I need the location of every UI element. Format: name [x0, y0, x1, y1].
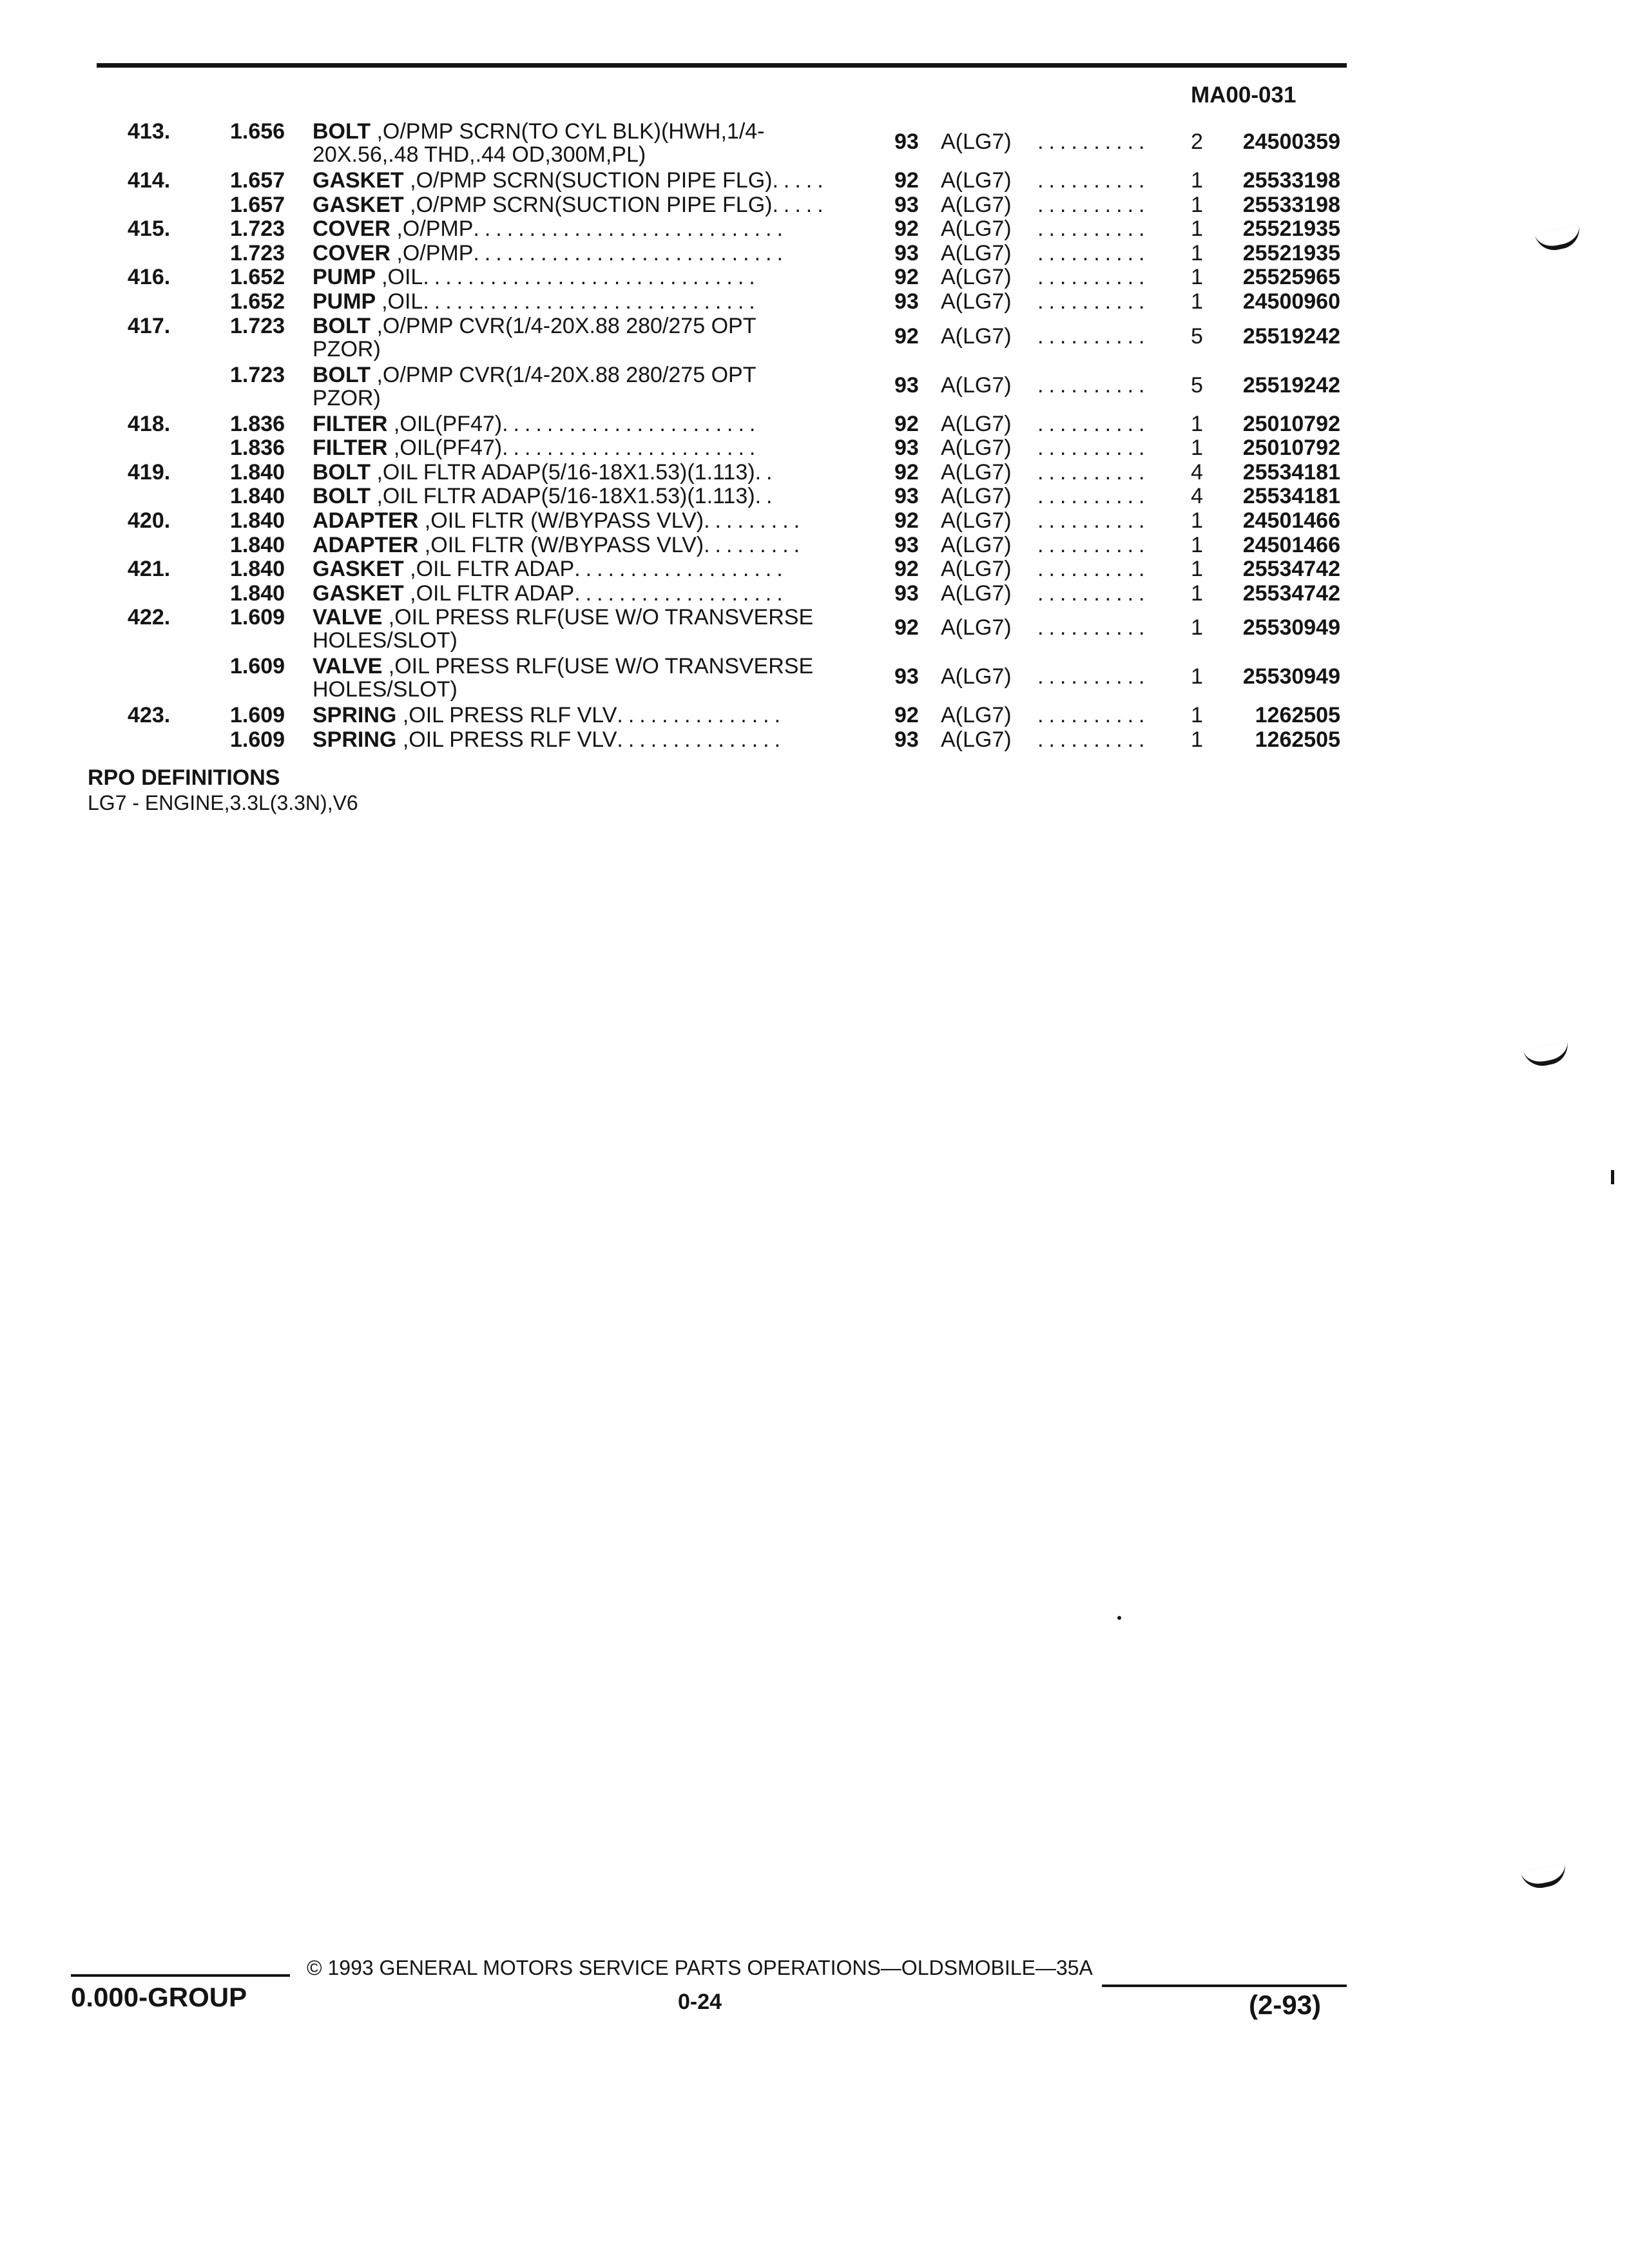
part-row — [0, 412, 1629, 438]
part-description: ,OIL PRESS RLF VLV — [402, 703, 617, 728]
usage-code: A(LG7) — [941, 703, 1012, 728]
dot-leader: ............... — [617, 727, 786, 752]
quantity: 1 — [1191, 289, 1203, 314]
reference-number: 417. — [128, 313, 171, 338]
illustration-page: 1.723 — [230, 216, 285, 242]
part-description-continued: PZOR) — [313, 336, 381, 361]
part-name-text: FILTER — [313, 436, 388, 461]
part-number: 25534181 — [1242, 459, 1340, 485]
illustration-page: 1.723 — [230, 240, 285, 265]
dot-leader: .......... — [1037, 168, 1150, 193]
part-name-text: FILTER — [313, 411, 388, 436]
illustration-page: 1.652 — [230, 265, 285, 290]
reference-number: 415. — [128, 216, 171, 242]
quantity: 1 — [1191, 265, 1203, 290]
model-year: 93 — [894, 436, 919, 461]
dot-leader: .......... — [1037, 289, 1150, 314]
usage-code: A(LG7) — [941, 615, 1012, 640]
part-name — [313, 728, 786, 752]
part-name-text: ADAPTER — [313, 508, 419, 533]
part-description: ,O/PMP CVR(1/4-20X.88 280/275 OPT — [376, 362, 757, 387]
part-number: 24500960 — [1242, 289, 1340, 314]
part-description: ,OIL FLTR ADAP(5/16-18X1.53)(1.113) — [376, 484, 755, 509]
dot-leader: .......... — [1037, 240, 1150, 265]
dot-leader: .......... — [1037, 581, 1150, 606]
part-name-text: VALVE — [313, 605, 383, 630]
illustration-page: 1.840 — [230, 484, 285, 509]
part-number: 25525965 — [1242, 265, 1340, 290]
illustration-page: 1.840 — [230, 581, 285, 606]
part-description-continued: HOLES/SLOT) — [313, 628, 458, 653]
model-year: 92 — [894, 615, 919, 640]
model-year: 93 — [894, 484, 919, 509]
dot-leader: .......... — [1037, 532, 1150, 557]
dot-leader: ..... — [772, 192, 829, 217]
reference-number: 414. — [128, 168, 171, 193]
footer-copyright: © 1993 GENERAL MOTORS SERVICE PARTS OPERATIONS—OLDSMOBILE—35A — [307, 1956, 1093, 1979]
part-description: ,OIL — [381, 289, 423, 314]
part-number: 25534742 — [1242, 581, 1340, 606]
part-name-text: PUMP — [313, 265, 376, 290]
part-description: ,O/PMP CVR(1/4-20X.88 280/275 OPT — [376, 313, 757, 338]
model-year: 92 — [894, 459, 919, 485]
part-number: 24501466 — [1242, 532, 1340, 557]
part-number: 25519242 — [1242, 323, 1340, 349]
quantity: 1 — [1191, 615, 1203, 640]
part-name — [313, 606, 813, 629]
model-year: 92 — [894, 411, 919, 436]
footer-rule-right — [1102, 1984, 1347, 1987]
part-row — [0, 290, 1629, 316]
part-number: 25530949 — [1242, 615, 1340, 640]
part-name — [313, 290, 760, 314]
dot-leader: ....................... — [502, 411, 761, 436]
model-year: 93 — [894, 664, 919, 689]
dot-leader: ......... — [704, 508, 805, 533]
part-name — [313, 436, 760, 460]
dot-leader: .......... — [1037, 727, 1150, 752]
part-name-text: BOLT — [313, 484, 371, 509]
part-row — [0, 557, 1629, 583]
quantity: 5 — [1191, 372, 1203, 398]
usage-code: A(LG7) — [941, 581, 1012, 606]
document-code: MA00-031 — [1191, 82, 1296, 108]
dot-leader: .......... — [1037, 323, 1150, 349]
model-year: 92 — [894, 216, 919, 242]
dot-leader: .............................. — [423, 265, 760, 290]
part-name — [313, 169, 829, 193]
part-name-text: VALVE — [313, 654, 383, 679]
quantity: 1 — [1191, 557, 1203, 582]
reference-number: 413. — [128, 119, 171, 144]
model-year: 93 — [894, 192, 919, 217]
dot-leader: .. — [755, 484, 778, 509]
part-name-text: BOLT — [313, 119, 371, 144]
quantity: 1 — [1191, 508, 1203, 533]
usage-code: A(LG7) — [941, 508, 1012, 533]
part-name — [313, 655, 813, 678]
dot-leader: ................... — [574, 581, 788, 606]
part-description: ,O/PMP SCRN(SUCTION PIPE FLG) — [410, 192, 773, 217]
model-year: 93 — [894, 727, 919, 752]
part-number: 25010792 — [1242, 411, 1340, 436]
part-name-text: COVER — [313, 240, 390, 265]
illustration-page: 1.657 — [230, 168, 285, 193]
part-name — [313, 363, 756, 387]
model-year: 92 — [894, 323, 919, 349]
part-row — [0, 217, 1629, 243]
part-name-text: BOLT — [313, 362, 371, 387]
footer-page-number: 0-24 — [678, 1990, 722, 2014]
part-description: ,OIL(PF47) — [393, 436, 503, 461]
part-name-text: GASKET — [313, 192, 404, 217]
dot-leader: ................... — [574, 557, 788, 582]
usage-code: A(LG7) — [941, 411, 1012, 436]
usage-code: A(LG7) — [941, 168, 1012, 193]
model-year: 92 — [894, 265, 919, 290]
illustration-page: 1.840 — [230, 557, 285, 582]
part-name — [313, 217, 788, 241]
dot-leader: .......... — [1037, 459, 1150, 485]
part-number: 25521935 — [1242, 240, 1340, 265]
part-description: ,OIL FLTR (W/BYPASS VLV) — [424, 508, 704, 533]
dot-leader: ............................ — [473, 240, 788, 265]
part-description: ,OIL PRESS RLF VLV — [402, 727, 617, 752]
dot-leader: .......... — [1037, 192, 1150, 217]
top-rule — [97, 63, 1347, 68]
illustration-page: 1.723 — [230, 313, 285, 338]
dot-leader: .......... — [1037, 557, 1150, 582]
model-year: 92 — [894, 508, 919, 533]
quantity: 4 — [1191, 459, 1203, 485]
dot-leader: .......... — [1037, 703, 1150, 728]
reference-number: 420. — [128, 508, 171, 533]
part-row — [0, 533, 1629, 559]
quantity: 1 — [1191, 532, 1203, 557]
part-description: ,OIL FLTR (W/BYPASS VLV) — [424, 532, 704, 557]
part-description: ,OIL PRESS RLF(USE W/O TRANSVERSE — [388, 654, 814, 679]
usage-code: A(LG7) — [941, 557, 1012, 582]
usage-code: A(LG7) — [941, 130, 1012, 154]
dot-leader: .. — [755, 459, 778, 485]
dot-leader: ......... — [704, 532, 805, 557]
dot-leader: ....................... — [502, 436, 761, 461]
model-year: 92 — [894, 703, 919, 728]
illustration-page: 1.836 — [230, 436, 285, 461]
dot-leader: .......... — [1037, 265, 1150, 290]
illustration-page: 1.609 — [230, 727, 285, 752]
part-row — [0, 169, 1629, 195]
illustration-page: 1.609 — [230, 605, 285, 630]
quantity: 1 — [1191, 168, 1203, 193]
illustration-page: 1.657 — [230, 192, 285, 217]
part-row — [0, 193, 1629, 219]
dot-leader: .......... — [1037, 436, 1150, 461]
part-name — [313, 242, 788, 265]
part-name-text: PUMP — [313, 289, 376, 314]
reference-number: 422. — [128, 605, 171, 630]
model-year: 93 — [894, 240, 919, 265]
quantity: 1 — [1191, 240, 1203, 265]
part-description: ,OIL FLTR ADAP — [410, 581, 575, 606]
footer-rule-left — [71, 1974, 290, 1977]
part-row — [0, 436, 1629, 462]
part-name-text: GASKET — [313, 581, 404, 606]
footer-date: (2-93) — [1249, 1990, 1322, 2020]
usage-code: A(LG7) — [941, 323, 1012, 349]
binding-mark — [1523, 1041, 1572, 1070]
part-name — [313, 120, 765, 144]
part-row — [0, 313, 1629, 361]
usage-code: A(LG7) — [941, 265, 1012, 290]
usage-code: A(LG7) — [941, 484, 1012, 509]
part-row — [0, 728, 1629, 754]
dot-leader: .............................. — [423, 289, 760, 314]
part-row — [0, 654, 1629, 702]
dot-leader: .......... — [1037, 615, 1150, 640]
part-name — [313, 582, 788, 606]
usage-code: A(LG7) — [941, 459, 1012, 485]
part-description: ,O/PMP SCRN(SUCTION PIPE FLG) — [410, 168, 773, 193]
part-number: 25519242 — [1242, 372, 1340, 398]
part-name — [313, 704, 786, 727]
part-number: 1262505 — [1255, 727, 1340, 752]
quantity: 1 — [1191, 411, 1203, 436]
part-name-text: ADAPTER — [313, 532, 419, 557]
quantity: 1 — [1191, 216, 1203, 242]
part-name — [313, 265, 760, 289]
part-description-continued: 20X.56,.48 THD,.44 OD,300M,PL) — [313, 142, 646, 167]
scan-speck — [1117, 1616, 1121, 1620]
part-number: 1262505 — [1255, 703, 1340, 728]
part-description: ,O/PMP SCRN(TO CYL BLK)(HWH,1/4- — [376, 119, 765, 144]
part-description-continued: HOLES/SLOT) — [313, 677, 458, 702]
dot-leader: ............................ — [473, 216, 788, 242]
reference-number: 418. — [128, 411, 171, 436]
part-row — [0, 265, 1629, 291]
part-name-text: SPRING — [313, 727, 397, 752]
part-number: 25533198 — [1242, 192, 1340, 217]
usage-code: A(LG7) — [941, 532, 1012, 557]
part-name — [313, 509, 805, 533]
part-row — [0, 704, 1629, 729]
part-description: ,OIL(PF47) — [393, 411, 503, 436]
reference-number: 423. — [128, 703, 171, 728]
dot-leader: .......... — [1037, 130, 1150, 154]
part-row — [0, 362, 1629, 410]
reference-number: 419. — [128, 459, 171, 485]
dot-leader: .......... — [1037, 411, 1150, 436]
part-row — [0, 242, 1629, 267]
scan-speck — [1611, 1170, 1614, 1184]
dot-leader: .......... — [1037, 372, 1150, 398]
quantity: 4 — [1191, 484, 1203, 509]
part-name — [313, 485, 777, 508]
model-year: 93 — [894, 130, 919, 154]
part-name-text: SPRING — [313, 703, 397, 728]
part-name — [313, 193, 829, 217]
usage-code: A(LG7) — [941, 289, 1012, 314]
illustration-page: 1.840 — [230, 459, 285, 485]
usage-code: A(LG7) — [941, 727, 1012, 752]
part-number: 25521935 — [1242, 216, 1340, 242]
dot-leader: .......... — [1037, 484, 1150, 509]
rpo-definitions-title: RPO DEFINITIONS — [88, 765, 280, 790]
usage-code: A(LG7) — [941, 372, 1012, 398]
model-year: 92 — [894, 557, 919, 582]
part-number: 25534742 — [1242, 557, 1340, 582]
part-row — [0, 485, 1629, 510]
part-description: ,OIL FLTR ADAP — [410, 557, 575, 582]
part-number: 25010792 — [1242, 436, 1340, 461]
footer-group: 0.000-GROUP — [71, 1982, 247, 2012]
reference-number: 416. — [128, 265, 171, 290]
illustration-page: 1.723 — [230, 362, 285, 387]
part-row — [0, 605, 1629, 653]
part-name — [313, 314, 756, 338]
reference-number: 421. — [128, 557, 171, 582]
part-name — [313, 557, 788, 581]
part-name — [313, 533, 805, 557]
dot-leader: .......... — [1037, 216, 1150, 242]
quantity: 5 — [1191, 323, 1203, 349]
dot-leader: .......... — [1037, 508, 1150, 533]
model-year: 93 — [894, 289, 919, 314]
usage-code: A(LG7) — [941, 216, 1012, 242]
binding-mark — [1521, 1863, 1569, 1892]
part-row — [0, 461, 1629, 486]
illustration-page: 1.840 — [230, 508, 285, 533]
part-row — [0, 119, 1629, 167]
usage-code: A(LG7) — [941, 436, 1012, 461]
part-number: 24500359 — [1242, 130, 1340, 154]
illustration-page: 1.609 — [230, 654, 285, 679]
part-name-text: BOLT — [313, 459, 371, 485]
part-description: ,OIL — [381, 265, 423, 290]
usage-code: A(LG7) — [941, 192, 1012, 217]
quantity: 1 — [1191, 192, 1203, 217]
part-description: ,OIL FLTR ADAP(5/16-18X1.53)(1.113) — [376, 459, 755, 485]
usage-code: A(LG7) — [941, 664, 1012, 689]
part-row — [0, 509, 1629, 535]
model-year: 92 — [894, 168, 919, 193]
illustration-page: 1.840 — [230, 532, 285, 557]
part-description: ,O/PMP — [396, 216, 474, 242]
part-number: 25530949 — [1242, 664, 1340, 689]
part-name — [313, 412, 760, 436]
usage-code: A(LG7) — [941, 240, 1012, 265]
dot-leader: .......... — [1037, 664, 1150, 689]
rpo-definition: LG7 - ENGINE,3.3L(3.3N),V6 — [88, 791, 358, 814]
model-year: 93 — [894, 532, 919, 557]
part-number: 25533198 — [1242, 168, 1340, 193]
part-description: ,OIL PRESS RLF(USE W/O TRANSVERSE — [388, 605, 814, 630]
dot-leader: ............... — [617, 703, 786, 728]
quantity: 2 — [1191, 130, 1203, 154]
quantity: 1 — [1191, 703, 1203, 728]
model-year: 93 — [894, 581, 919, 606]
part-row — [0, 582, 1629, 608]
model-year: 93 — [894, 372, 919, 398]
part-name-text: COVER — [313, 216, 390, 242]
part-description: ,O/PMP — [396, 240, 474, 265]
quantity: 1 — [1191, 727, 1203, 752]
quantity: 1 — [1191, 436, 1203, 461]
dot-leader: ..... — [772, 168, 829, 193]
part-description-continued: PZOR) — [313, 385, 381, 410]
illustration-page: 1.836 — [230, 411, 285, 436]
quantity: 1 — [1191, 664, 1203, 689]
quantity: 1 — [1191, 581, 1203, 606]
illustration-page: 1.656 — [230, 119, 285, 144]
part-number: 25534181 — [1242, 484, 1340, 509]
part-name-text: GASKET — [313, 557, 404, 582]
illustration-page: 1.609 — [230, 703, 285, 728]
part-number: 24501466 — [1242, 508, 1340, 533]
illustration-page: 1.652 — [230, 289, 285, 314]
part-name-text: GASKET — [313, 168, 404, 193]
part-name-text: BOLT — [313, 313, 371, 338]
part-name — [313, 461, 777, 485]
